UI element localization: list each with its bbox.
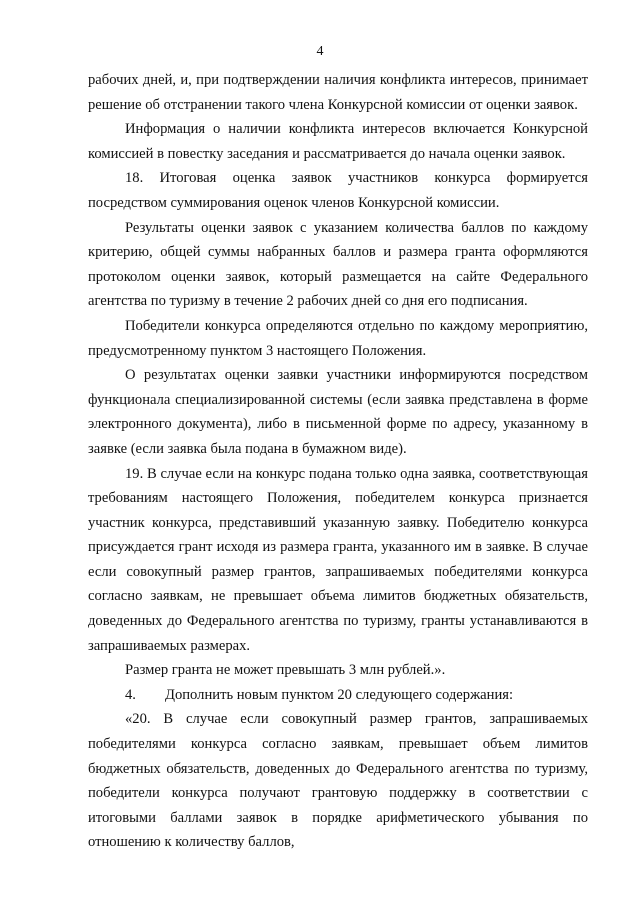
- paragraph-results-protocol: Результаты оценки заявок с указанием количества баллов по каждому критерию, общей суммы набранных баллов и размера гранта оформляются протоколом оценки заявок, который размещается на сайте Федерального агентства по туризму в течение 2 рабочих дней со дня его подписания.: [88, 219, 588, 310]
- paragraph-conflict-agenda: Информация о наличии конфликта интересов включается Конкурсной комиссией в повестку заседания и рассматривается до начала оценки заявок.: [88, 121, 588, 162]
- paragraph-item-19: 19. В случае если на конкурс подана только одна заявка, соответствующая требованиям настоящего Положения, победителем конкурса признается участник конкурса, представивший указанную заявку. Победителю конкурса присуждается грант исходя из размера гранта, указанного им в заявке. В случае если совокупный размер грантов, запрашиваемых победителями конкурса согласно заявкам, не превышает объема лимитов бюджетных обязательств, доведенных до Федерального агентства по туризму, гранты устанавливаются в запрашиваемых размерах.: [88, 465, 588, 654]
- amendment-number: 4.: [125, 686, 136, 703]
- page-number: 4: [316, 44, 324, 59]
- paragraph-amendment-4: [88, 683, 588, 708]
- paragraph-conflict-continuation: рабочих дней, и, при подтверждении наличия конфликта интересов, принимает решение об отстранении такого члена Конкурсной комиссии от оценки заявок.: [88, 72, 588, 113]
- paragraph-item-20: «20. В случае если совокупный размер грантов, запрашиваемых победителями конкурса согласно заявкам, превышает объем лимитов бюджетных обязательств, доведенных до Федерального агентства по туризму, победители конкурса получают грантовую поддержку в соответствии с итоговыми баллами заявок в порядке арифметического убывания по отношению к количеству баллов,: [88, 711, 588, 851]
- paragraph-grant-limit: Размер гранта не может превышать 3 млн рублей.».: [125, 662, 446, 679]
- paragraph-item-18: 18. Итоговая оценка заявок участников конкурса формируется посредством суммирования оценок членов Конкурсной комиссии.: [88, 170, 588, 211]
- amendment-text: Дополнить новым пунктом 20 следующего содержания:: [165, 686, 514, 703]
- paragraph-winners: Победители конкурса определяются отдельно по каждому мероприятию, предусмотренному пунктом 3 настоящего Положения.: [88, 317, 588, 359]
- document-body: [88, 68, 588, 855]
- paragraph-notification: О результатах оценки заявки участники информируются посредством функционала специализированной системы (если заявка представлена в форме электронного документа), либо в письменной форме по адресу, указанному в заявке (если заявка была подана в бумажном виде).: [88, 367, 588, 457]
